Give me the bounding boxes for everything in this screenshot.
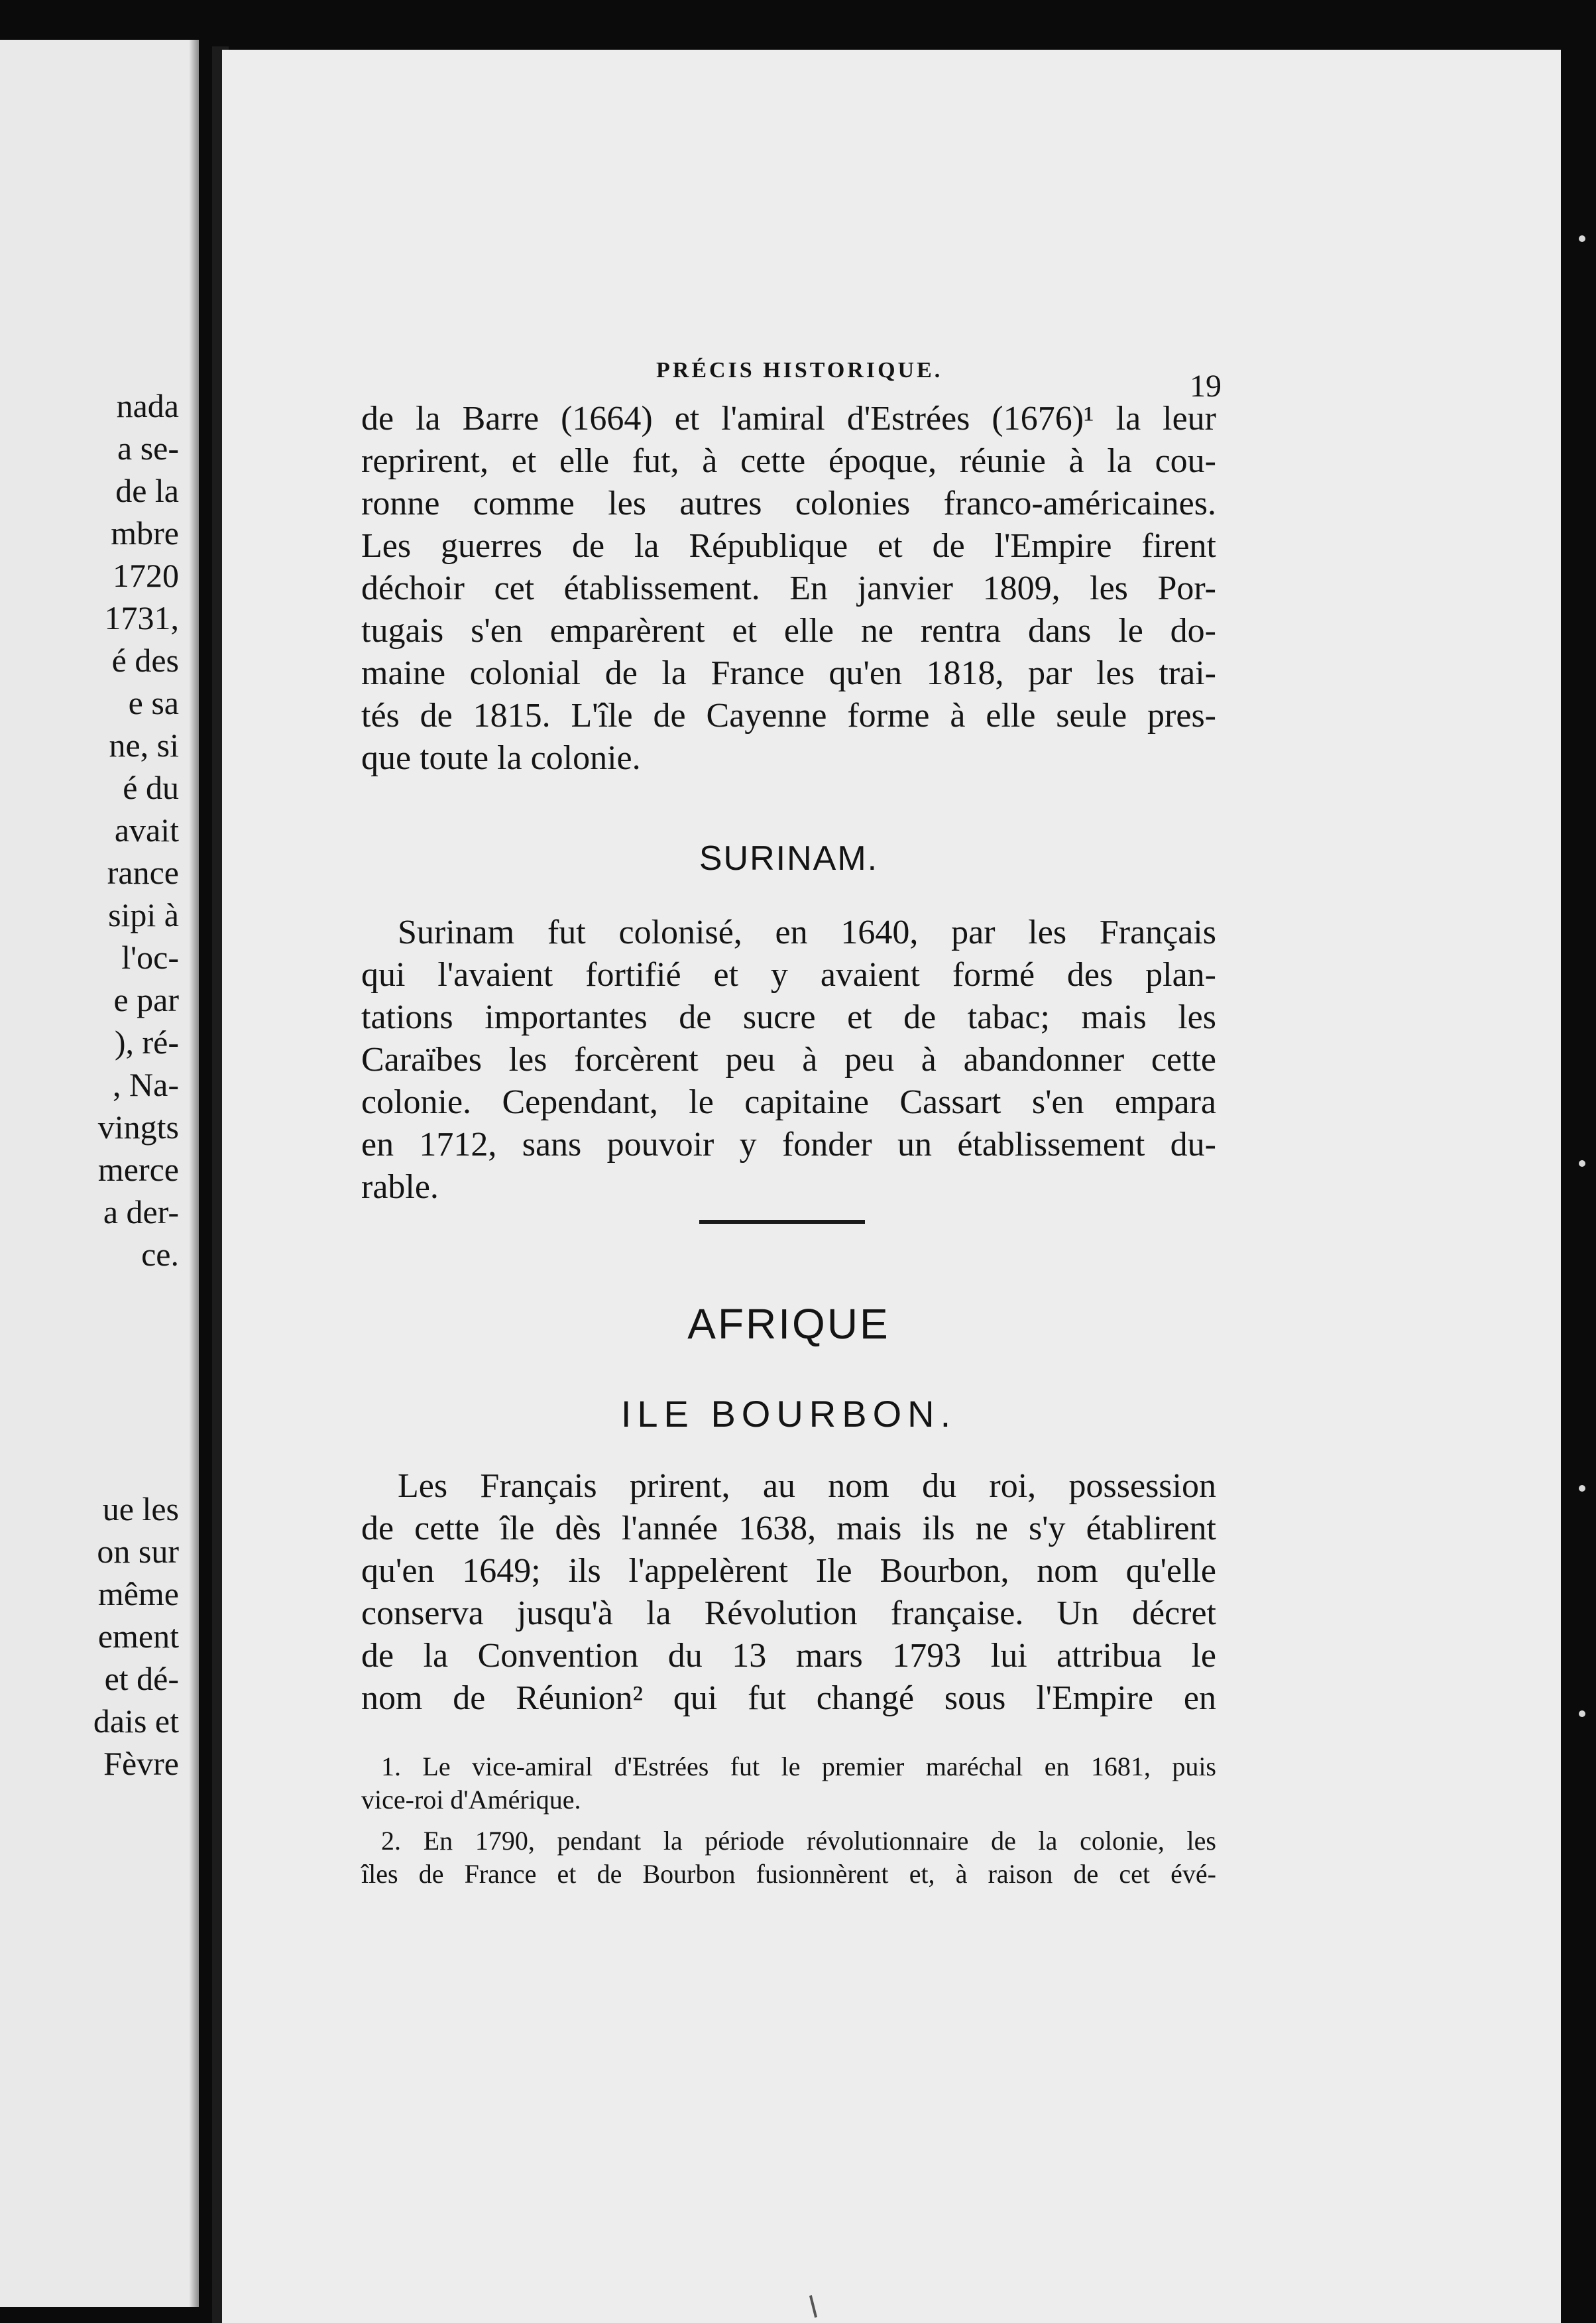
footnote-2-line: îles de France et de Bourbon fusionnèrent et, à raison de cet évé- <box>361 1859 1216 1889</box>
chapter-heading-afrique: AFRIQUE <box>687 1300 890 1348</box>
text-line: rable. <box>361 1168 439 1206</box>
text-line: ronne comme les autres colonies franco-américaines. <box>361 485 1216 522</box>
left-page-line: ement <box>97 1618 179 1655</box>
text-line: qu'en 1649; ils l'appelèrent Ile Bourbon, nom qu'elle <box>361 1552 1216 1590</box>
left-page-line: Fèvre <box>103 1745 179 1782</box>
text-line: en 1712, sans pouvoir y fonder un établissement du- <box>361 1126 1216 1163</box>
scan-speck <box>1579 1485 1585 1492</box>
scan-speck <box>1579 1160 1585 1167</box>
left-page-line: nada <box>116 387 179 424</box>
footnote-1-line: vice-roi d'Amérique. <box>361 1785 581 1815</box>
left-page-line: sipi à <box>108 896 179 933</box>
scan-speck <box>1579 1710 1585 1717</box>
left-page-line: l'oc- <box>121 939 179 976</box>
left-page-line: mbre <box>111 514 179 552</box>
left-page-line: , Na- <box>113 1066 179 1103</box>
scan-speck <box>1579 235 1585 242</box>
left-page-line: ne, si <box>109 727 179 764</box>
text-line: maine colonial de la France qu'en 1818, par les trai- <box>361 654 1216 692</box>
left-page-line: e sa <box>128 684 179 721</box>
left-page-line: ), ré- <box>114 1024 179 1061</box>
footnote-1-line: 1. Le vice-amiral d'Estrées fut le premier maréchal en 1681, puis <box>381 1752 1216 1781</box>
text-line: Les Français prirent, au nom du roi, possession <box>398 1467 1216 1505</box>
left-page-line: é du <box>123 769 179 806</box>
text-line: déchoir cet établissement. En janvier 1809, les Por- <box>361 569 1216 607</box>
text-line: nom de Réunion² qui fut changé sous l'Empire en <box>361 1679 1216 1717</box>
left-page-line: 1731, <box>104 599 179 636</box>
text-line: conserva jusqu'à la Révolution française. Un décret <box>361 1594 1216 1632</box>
text-line: tés de 1815. L'île de Cayenne forme à elle seule pres- <box>361 697 1216 735</box>
footnote-2-line: 2. En 1790, pendant la période révolutionnaire de la colonie, les <box>381 1826 1216 1856</box>
left-page-line: 1720 <box>113 557 179 594</box>
text-line: de la Barre (1664) et l'amiral d'Estrées (1676)¹ la leur <box>361 400 1216 438</box>
text-line: qui l'avaient fortifié et y avaient formé des plan- <box>361 956 1216 994</box>
text-line: tations importantes de sucre et de tabac; mais les <box>361 998 1216 1036</box>
running-head: PRÉCIS HISTORIQUE. <box>656 358 943 383</box>
left-page-line: a der- <box>103 1193 179 1230</box>
text-line: Caraïbes les forcèrent peu à peu à abandonner cette <box>361 1041 1216 1079</box>
left-page-line: ue les <box>102 1490 179 1527</box>
left-page-line: é des <box>111 642 179 679</box>
section-heading-ile-bourbon: ILE BOURBON. <box>620 1393 957 1435</box>
left-page-line: merce <box>97 1151 179 1188</box>
left-page-line: rance <box>107 854 179 891</box>
text-line: colonie. Cependant, le capitaine Cassart s'en empara <box>361 1083 1216 1121</box>
section-divider-rule <box>699 1220 865 1224</box>
left-page-line: a se- <box>117 430 179 467</box>
left-facing-page <box>0 40 199 2307</box>
left-page-line: et dé- <box>104 1660 179 1697</box>
left-page-line: de la <box>115 472 179 509</box>
left-page-line: on sur <box>97 1533 179 1570</box>
text-line: de la Convention du 13 mars 1793 lui attribua le <box>361 1637 1216 1675</box>
text-line: Les guerres de la République et de l'Empire firent <box>361 527 1216 565</box>
left-page-line: dais et <box>93 1702 179 1740</box>
page-number: 19 <box>1190 369 1222 404</box>
left-page-line: ce. <box>141 1236 179 1273</box>
text-line: tugais s'en emparèrent et elle ne rentra dans le do- <box>361 612 1216 650</box>
left-page-line: avait <box>114 811 179 849</box>
left-page-line: e par <box>113 981 179 1018</box>
text-line: de cette île dès l'année 1638, mais ils ne s'y établirent <box>361 1510 1216 1547</box>
gutter-shadow <box>189 40 199 2307</box>
left-page-line: même <box>97 1575 179 1612</box>
text-line: reprirent, et elle fut, à cette époque, réunie à la cou- <box>361 442 1216 480</box>
section-heading-surinam: SURINAM. <box>699 839 879 878</box>
text-line: que toute la colonie. <box>361 739 641 777</box>
left-page-line: vingts <box>97 1108 179 1146</box>
text-line: Surinam fut colonisé, en 1640, par les Français <box>398 914 1216 951</box>
